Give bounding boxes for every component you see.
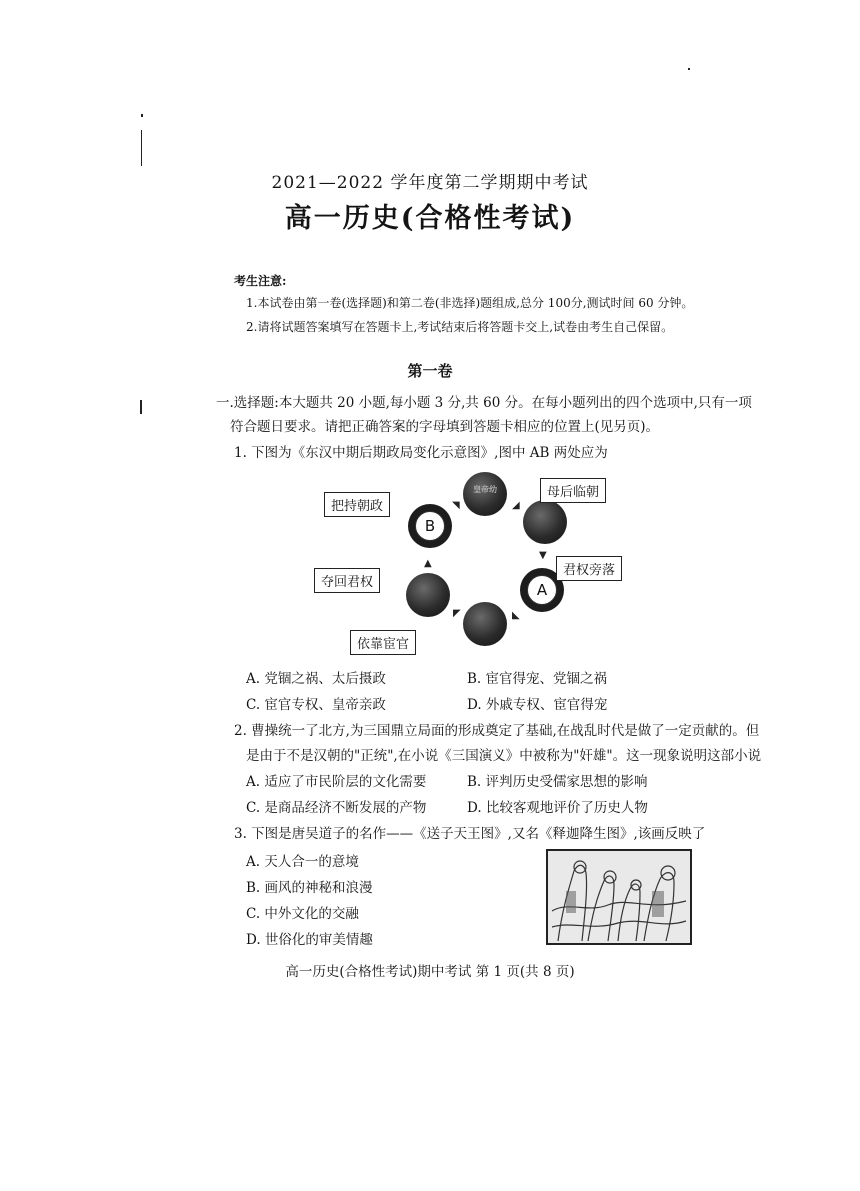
question-1-stem: 1. 下图为《东汉中期后期政局变化示意图》,图中 AB 两处应为 bbox=[234, 445, 608, 461]
politics-cycle-diagram bbox=[318, 470, 648, 660]
q1-option-b: B. 宦官得宠、党锢之祸 bbox=[467, 671, 608, 687]
notice-heading: 考生注意: bbox=[234, 274, 287, 288]
cycle-arrow-icon: ◥ bbox=[452, 500, 460, 511]
callout-power-lost: 君权旁落 bbox=[556, 556, 622, 581]
blank-a-letter: A bbox=[527, 575, 557, 605]
notice-item: 1.本试卷由第一卷(选择题)和第二卷(非选择)题组成,总分 100分,测试时间 60 分钟。 bbox=[246, 296, 694, 310]
callout-empress-regency: 母后临朝 bbox=[540, 478, 606, 503]
question-3-stem: 3. 下图是唐吴道子的名作——《送子天王图》,又名《释迦降生图》,该画反映了 bbox=[234, 826, 706, 842]
q3-option-b: B. 画风的神秘和浪漫 bbox=[246, 880, 373, 896]
q1-option-a: A. 党锢之祸、太后摄政 bbox=[246, 671, 386, 687]
volume-title: 第一卷 bbox=[407, 362, 453, 380]
q3-option-a: A. 天人合一的意境 bbox=[246, 854, 359, 870]
emperor-young-label: 皇帝幼 bbox=[473, 485, 497, 494]
section-instruction: 符合题日要求。请把正确答案的字母填到答题卡相应的位置上(见另页)。 bbox=[230, 419, 660, 435]
painting-image bbox=[546, 849, 692, 945]
scan-mark bbox=[140, 400, 142, 414]
q3-option-c: C. 中外文化的交融 bbox=[246, 906, 359, 922]
callout-reclaim-power: 夺回君权 bbox=[314, 568, 380, 593]
question-2-stem: 2. 曹操统一了北方,为三国鼎立局面的形成奠定了基础,在战乱时代是做了一定贡献的。但 bbox=[234, 723, 760, 739]
q1-option-c: C. 宦官专权、皇帝亲政 bbox=[246, 697, 386, 713]
diagram-node bbox=[463, 602, 507, 646]
scan-mark bbox=[141, 114, 143, 117]
exam-subtitle: 2021—2022 学年度第二学期期中考试 bbox=[271, 173, 589, 193]
q2-option-b: B. 评判历史受儒家思想的影响 bbox=[467, 774, 648, 790]
scan-mark bbox=[688, 68, 690, 70]
exam-title: 高一历史(合格性考试) bbox=[284, 203, 576, 234]
scan-mark bbox=[141, 130, 142, 166]
q1-option-d: D. 外戚专权、宦官得宠 bbox=[467, 697, 608, 713]
emperor-young-node bbox=[463, 472, 507, 516]
callout-control-court: 把持朝政 bbox=[324, 492, 390, 517]
cycle-arrow-icon: ◣ bbox=[512, 610, 520, 621]
page-footer: 高一历史(合格性考试)期中考试 第 1 页(共 8 页) bbox=[285, 964, 575, 980]
section-instruction: 一.选择题:本大题共 20 小题,每小题 3 分,共 60 分。在每小题列出的四个选项中,只有一项 bbox=[216, 395, 752, 411]
cycle-arrow-icon: ◤ bbox=[453, 608, 461, 619]
notice-item: 2.请将试题答案填写在答题卡上,考试结束后将答题卡交上,试卷由考生自己保留。 bbox=[246, 320, 674, 334]
blank-b-letter: B bbox=[415, 511, 445, 541]
diagram-node bbox=[523, 500, 567, 544]
blank-b-node bbox=[408, 504, 452, 548]
cycle-arrow-icon: ▲ bbox=[424, 558, 432, 569]
diagram-node bbox=[406, 573, 450, 617]
q3-option-d: D. 世俗化的审美情趣 bbox=[246, 932, 373, 948]
question-2-stem: 是由于不是汉朝的"正统",在小说《三国演义》中被称为"奸雄"。这一现象说明这部小说 bbox=[246, 748, 762, 764]
cycle-arrow-icon: ▼ bbox=[539, 550, 547, 561]
q2-option-d: D. 比较客观地评价了历史人物 bbox=[467, 800, 648, 816]
q2-option-a: A. 适应了市民阶层的文化需要 bbox=[246, 774, 427, 790]
cycle-arrow-icon: ◢ bbox=[512, 500, 520, 511]
q2-option-c: C. 是商品经济不断发展的产物 bbox=[246, 800, 427, 816]
painting-sketch bbox=[548, 851, 690, 943]
callout-rely-eunuchs: 依靠宦官 bbox=[350, 630, 416, 655]
